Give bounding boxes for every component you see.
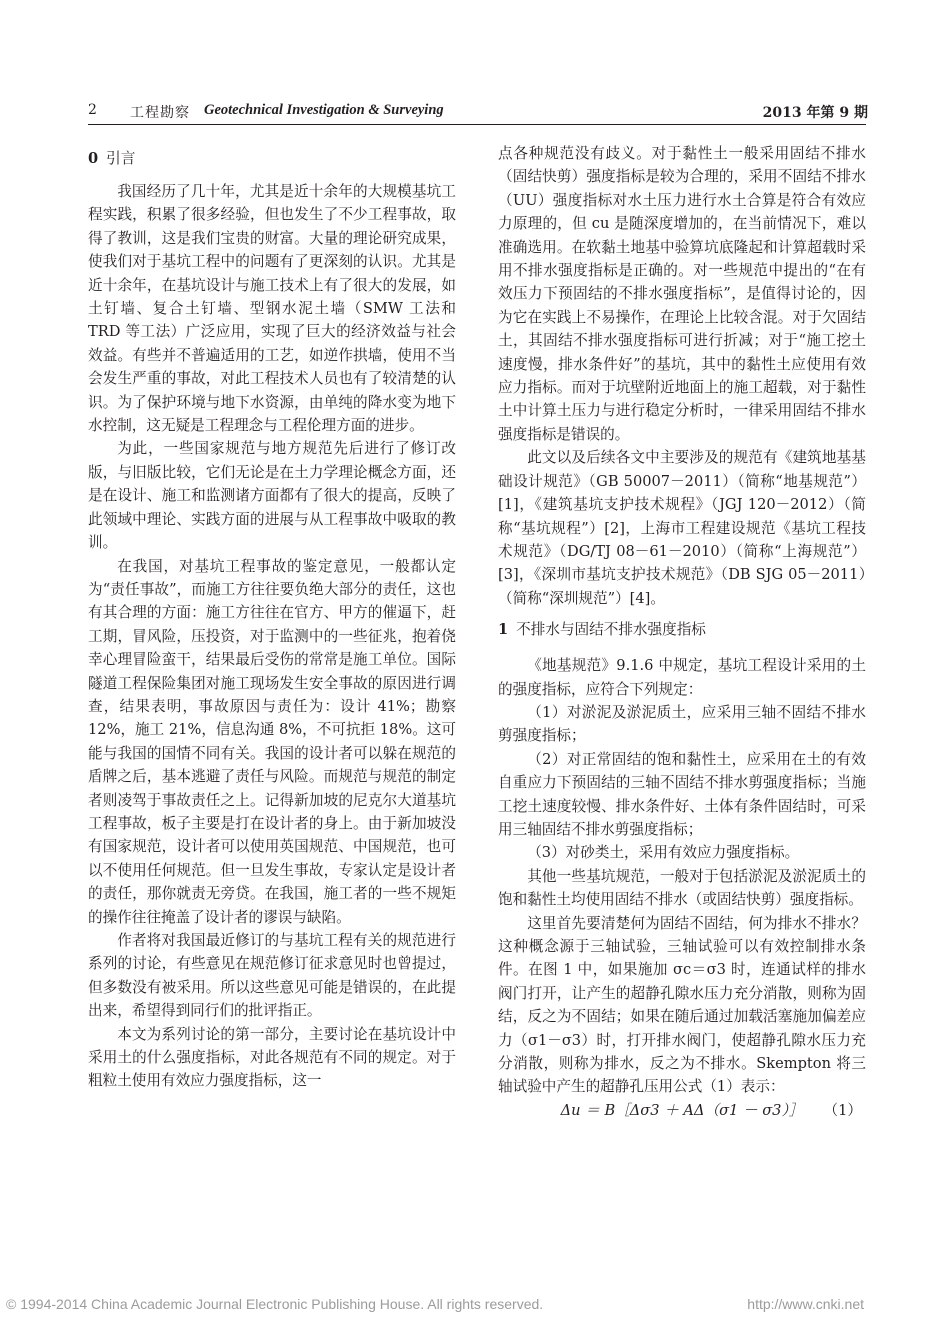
equation-body: Δu ＝ B［Δσ3 ＋ AΔ（σ1 － σ3）］ xyxy=(560,1101,804,1119)
paragraph: 我国经历了几十年，尤其是近十余年的大规模基坑工程实践，积累了很多经验，但也发生了不少工程事故，取得了教训，这是我们宝贵的财富。大量的理论研究成果，使我们对于基坑工程中的问题有了更深刻的认识。尤其是近十余年，在基坑设计与施工技术上有了很大的发展，如土钉墙、复合土钉墙、型钢水泥土墙（SMW 工法和 TRD 等工法）广泛应用，实现了巨大的经济效益与社会效益。有些并不普遍适用的工艺，如逆作拱墙，使用不当会发生严重的事故，对此工程技术人员也有了较清楚的认识。为了保护环境与地下水资源，由单纯的降水变为地下水控制，这无疑是工程理念与工程伦理方面的进步。 xyxy=(88,183,456,435)
header-rule xyxy=(88,124,866,125)
paragraph: 这里首先要清楚何为固结不固结，何为排水不排水？这种概念源于三轴试验，三轴试验可以有效控制排水条件。在图 1 中，如果施加 σc＝σ3 时，连通试样的排水阀门打开，让产生的超静孔隙水压力充分消散，则称为固结，反之为不固结；如果在随后通过加载活塞施加偏差应力（σ1－σ3）时，打开排水阀门，使超静孔隙水压力充分消散，则称为排水，反之为不排水。Skempton 将三轴试验中产生的超静孔压用公式（1）表示： xyxy=(498,914,866,1096)
list-item: （1）对淤泥及淤泥质土，应采用三轴不固结不排水剪强度指标； xyxy=(498,703,866,745)
page-number: 2 xyxy=(88,102,97,118)
footer-watermark xyxy=(0,1296,950,1318)
section-heading-1: 1 不排水与固结不排水强度指标 xyxy=(498,621,706,639)
journal-title-en: Geotechnical Investigation & Surveying xyxy=(204,102,444,118)
copyright-notice: © 1994-2014 China Academic Journal Electronic Publishing House. All rights reserved. xyxy=(6,1296,544,1312)
list-item: （3）对砂类土，采用有效应力强度指标。 xyxy=(527,844,800,862)
equation-number: （1） xyxy=(823,1101,862,1119)
issue-label: 2013 年第 9 期 xyxy=(762,105,868,121)
paragraph: 作者将对我国最近修订的与基坑工程有关的规范进行系列的讨论，有些意见在规范修订征求意见时也曾提过，但多数没有被采用。所以这些意见可能是错误的，在此提出来，希望得到同行们的批评指正。 xyxy=(88,932,456,1020)
left-column xyxy=(88,142,456,1093)
equation-1 xyxy=(498,1099,866,1125)
journal-title-cn: 工程勘察 xyxy=(130,105,190,121)
running-header xyxy=(88,98,868,124)
paragraph: 在我国，对基坑工程事故的鉴定意见，一般都认定为“责任事故”，而施工方往往要负绝大部分的责任，这也有其合理的方面：施工方往往在官方、甲方的催逼下，赶工期，冒风险，压投资，对于监测中的一些征兆，抱着侥幸心理冒险蛮干，结果最后受伤的常常是施工单位。国际隧道工程保险集团对施工现场发生安全事故的原因进行调查，结果表明，事故原因与责任为：设计 41%；勘察 12%，施工 21%，信息沟通 8%，不可抗拒 18%。这可能与我国的国情不同有关。我国的设计者可以躲在规范的盾牌之后，基本逃避了责任与风险。而规范与规范的制定者则凌驾于事故责任之上。记得新加坡的尼克尔大道基坑工程事故，板子主要是打在设计者的身上。由于新加坡没有国家规范，设计者可以使用英国规范、中国规范，也可以不使用任何规范。但一旦发生事故，专家认定是设计者的责任，那你就责无旁贷。在我国，施工者的一些不规矩的操作往往掩盖了设计者的谬误与缺陷。 xyxy=(88,557,456,926)
paragraph: 其他一些基坑规范，一般对于包括淤泥及淤泥质土的饱和黏性土均使用固结不排水（或固结快剪）强度指标。 xyxy=(498,867,866,909)
right-column xyxy=(498,142,866,1125)
paragraph-continued: 点各种规范没有歧义。对于黏性土一般采用固结不排水（固结快剪）强度指标是较为合理的，采用不固结不排水（UU）强度指标对水土压力进行水土合算是符合有效应力原理的，但 cu 是随深度增加的，在当前情况下，难以准确选用。在软黏土地基中验算坑底隆起和计算超载时采用不排水强度指标是正确的。对一些规范中提出的“在有效压力下预固结的不排水强度指标”，是值得讨论的，因为它在实践上不易操作，在理论上比较含混。对于欠固结土，其固结不排水强度指标可进行折减；对于“施工挖土速度慢，排水条件好”的基坑，其中的黏性土应使用有效应力指标。而对于坑壁附近地面上的施工超载，对于黏性土中计算土压力与进行稳定分析时，一律采用固结不排水强度指标是错误的。 xyxy=(498,145,866,443)
references-paragraph: 此文以及后续各文中主要涉及的规范有《建筑地基基础设计规范》（GB 50007－2011）（简称“地基规范”）[1]，《建筑基坑支护技术规程》（JGJ 120－2012）（简称“基坑规程”）[2]，上海市工程建设规范《基坑工程技术规范》（DG/TJ 08－61－2010）（简称“上海规范”）[3]，《深圳市基坑支护技术规范》（DB SJG 05－2011）（简称“深圳规范”）[4]。 xyxy=(498,449,866,607)
section-heading-introduction: 0 引言 xyxy=(88,150,136,167)
paragraph: 《地基规范》9.1.6 中规定，基坑工程设计采用的土的强度指标，应符合下列规定： xyxy=(498,657,866,698)
cnki-link[interactable]: http://www.cnki.net xyxy=(747,1296,864,1312)
paragraph: 本文为系列讨论的第一部分，主要讨论在基坑设计中采用土的什么强度指标，对此各规范有不同的规定。对于粗粒土使用有效应力强度指标，这一 xyxy=(88,1025,456,1090)
list-item: （2）对正常固结的饱和黏性土，应采用在土的有效自重应力下预固结的三轴不固结不排水剪强度指标；当施工挖土速度较慢、排水条件好、土体有条件固结时，可采用三轴固结不排水剪强度指标； xyxy=(498,750,866,838)
paragraph: 为此，一些国家规范与地方规范先后进行了修订改版，与旧版比较，它们无论是在土力学理论概念方面，还是在设计、施工和监测诸方面都有了很大的提高，反映了此领域中理论、实践方面的进展与从工程事故中吸取的教训。 xyxy=(88,440,456,552)
